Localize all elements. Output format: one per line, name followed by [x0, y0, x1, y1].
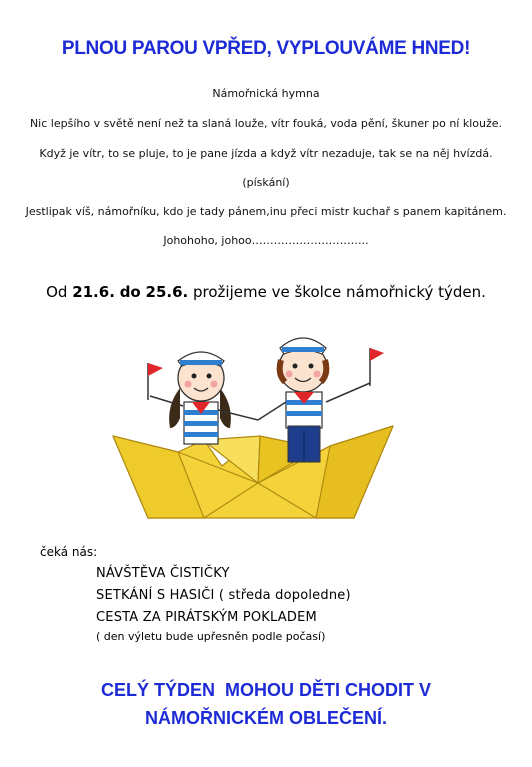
dates-suffix: prožijeme ve školce námořnický týden. — [193, 283, 486, 301]
dates-prefix: Od — [46, 283, 68, 301]
program-label: čeká nás: — [40, 545, 98, 559]
dates-line — [0, 283, 532, 301]
sailor-children-boat-illustration — [108, 318, 408, 543]
program-note: ( den výletu bude upřesněn podle počasí) — [96, 630, 326, 643]
dates-middle: do — [119, 283, 141, 301]
paper-boat — [113, 426, 393, 518]
hymn-line: Jestlipak víš, námořníku, kdo je tady pánem,inu přeci mistr kuchař s panem kapitánem. — [25, 205, 507, 218]
hymn-heading: Námořnická hymna — [212, 87, 320, 100]
footer-line-2: NÁMOŘNICKÉM OBLEČENÍ. — [145, 708, 387, 728]
footer-line-1: CELÝ TÝDEN MOHOU DĚTI CHODIT V — [100, 680, 431, 700]
program-item: CESTA ZA PIRÁTSKÝM POKLADEM — [96, 610, 317, 625]
hymn-line: (pískání) — [242, 176, 290, 189]
date-from: 21.6. — [72, 283, 115, 301]
girl-sailor — [148, 352, 258, 444]
program-item: SETKÁNÍ S HASIČI ( středa dopoledne) — [96, 588, 351, 603]
hymn-line: Když je vítr, to se pluje, to je pane jízda a když vítr nezaduje, tak se na něj hvízdá. — [39, 147, 493, 160]
program-item: NÁVŠTĚVA ČISTIČKY — [96, 566, 230, 581]
hymn-line: Nic lepšího v světě není než ta slaná louže, vítr fouká, voda pění, škuner po ní klouže. — [29, 117, 503, 130]
date-to: 25.6. — [145, 283, 189, 301]
page-title: PLNOU PAROU VPŘED, VYPLOUVÁME HNED! — [61, 38, 471, 59]
hymn-line: Johohoho, johoo………………………….. — [163, 234, 369, 247]
